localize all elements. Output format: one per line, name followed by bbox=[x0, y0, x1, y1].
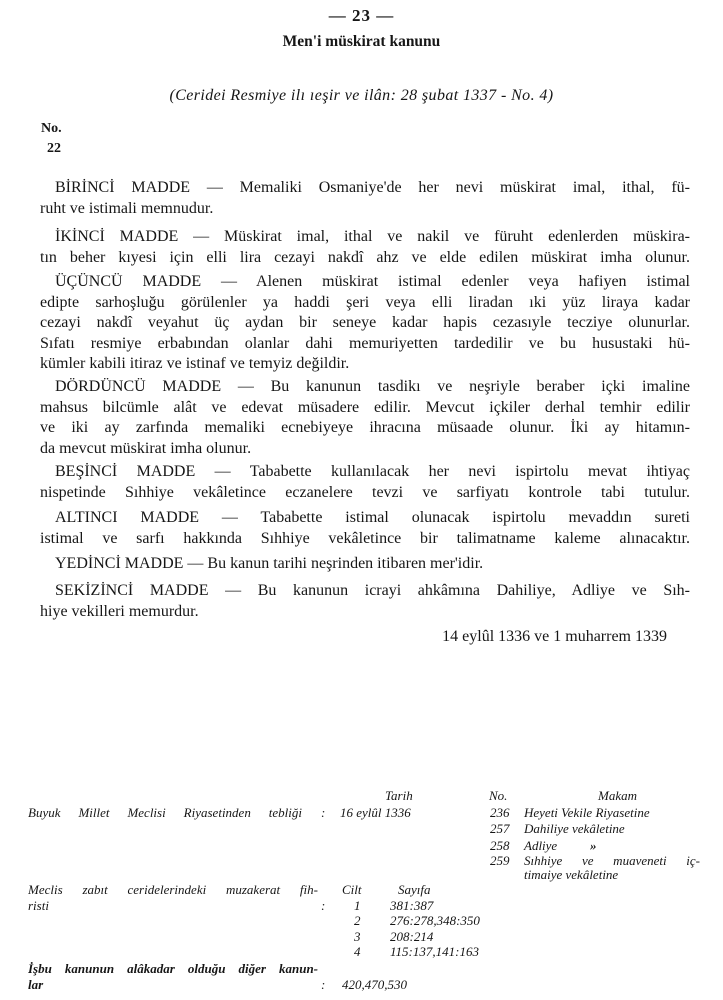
law-number-label: No. bbox=[41, 121, 62, 136]
minutes-label: Meclis zabıt ceridelerindeki muzakerat fih- bbox=[28, 882, 318, 897]
article-2 bbox=[40, 227, 690, 268]
law-title: Men'i müskirat kanunu bbox=[282, 33, 441, 50]
notification-number: 257 bbox=[490, 821, 510, 836]
related-laws-colon: : bbox=[321, 977, 326, 992]
notification-number: 259 bbox=[490, 853, 510, 868]
minutes-pages: 276:278,348:350 bbox=[390, 913, 480, 928]
article-line: cezayi nakdî veyahut üç aydan bir seneye kadar hapis cezasıyle tecziye olunurlar. bbox=[40, 314, 690, 331]
notification-office: Sıhhiye ve muaveneti iç- bbox=[524, 853, 700, 868]
header-number: No. bbox=[489, 788, 508, 803]
related-laws-label: İşbu kanunun alâkadar olduğu diğer kanun- bbox=[28, 961, 318, 976]
article-line: kümler kabili itiraz ve istinaf ve temyiz değildir. bbox=[40, 355, 350, 372]
notification-office: Adliye bbox=[524, 838, 558, 853]
minutes-pages: 115:137,141:163 bbox=[390, 944, 479, 959]
notification-number: 236 bbox=[490, 805, 510, 820]
minutes-volume: 4 bbox=[354, 944, 361, 959]
minutes-label: risti bbox=[28, 898, 49, 913]
article-line: edipte sarhoşluğu görülenler ya haddi şeri veya elli liradan ıki yüz liraya kadar bbox=[40, 293, 690, 311]
minutes-volume: 1 bbox=[354, 898, 361, 913]
header-date: Tarih bbox=[385, 788, 413, 803]
article-line: hiye vekilleri memurdur. bbox=[40, 602, 199, 620]
article-3 bbox=[40, 272, 690, 375]
header-office: Makam bbox=[598, 788, 637, 803]
article-line: nispetinde Sıhhiye vekâletince eczanelere tevzi ve sarfiyatı kontrole tabi tutulur. bbox=[40, 483, 690, 501]
article-line: istimal ve sarfı hakkında Sıhhiye vekâletince bir talimatname kaleme alınacaktır. bbox=[40, 529, 690, 547]
minutes-pages: 208:214 bbox=[390, 929, 434, 944]
enactment-date: 14 eylûl 1336 ve 1 muharrem 1339 bbox=[442, 628, 667, 645]
publication-note: (Ceridei Resmiye ilı ıeşir ve ilân: 28 şubat 1337 - No. 4) bbox=[169, 87, 554, 104]
page-number: — 23 — bbox=[328, 6, 395, 25]
article-line: BİRİNCİ MADDE — Memaliki Osmaniye'de her nevi müskirat imal, ithal, fü- bbox=[55, 179, 690, 196]
article-4 bbox=[40, 377, 690, 459]
article-line: ruht ve istimali memnudur. bbox=[40, 199, 214, 217]
related-laws-value: 420,470,530 bbox=[342, 977, 407, 992]
header-volume: Cilt bbox=[342, 882, 362, 897]
related-laws-label: lar bbox=[28, 977, 44, 992]
article-1 bbox=[40, 178, 690, 219]
notification-label: Buyuk Millet Meclisi Riyasetinden tebliği bbox=[28, 805, 302, 820]
notification-office: timaiye vekâletine bbox=[524, 867, 619, 882]
minutes-colon: : bbox=[321, 898, 326, 913]
ditto-mark: » bbox=[590, 838, 597, 853]
minutes-pages: 381:387 bbox=[390, 898, 434, 913]
article-6 bbox=[40, 508, 690, 549]
article-5 bbox=[40, 462, 690, 503]
article-line: mahsus bilcümle alât ve edevat müsadere edilir. Mevcut içkiler derhal temhir edilir bbox=[40, 398, 690, 416]
notification-date: 16 eylûl 1336 bbox=[340, 805, 411, 820]
notification-colon: : bbox=[321, 805, 326, 820]
notification-office: Dahiliye vekâletine bbox=[524, 821, 625, 836]
article-line: Sıfatı resmiye erbabından olanlar dahi memuriyetten tardedilir ve bu husustaki hü- bbox=[40, 334, 690, 352]
article-line: YEDİNCİ MADDE — Bu kanun tarihi neşrinden itibaren mer'idir. bbox=[55, 555, 484, 572]
article-line: SEKİZİNCİ MADDE — Bu kanunun icrayi ahkâmına Dahiliye, Adliye ve Sıh- bbox=[55, 582, 690, 599]
article-line: ÜÇÜNCÜ MADDE — Alenen müskirat istimal edenler veya hafiyen istimal bbox=[55, 273, 690, 290]
article-line: İKİNCİ MADDE — Müskirat imal, ithal ve nakil ve füruht edenlerden müskira- bbox=[55, 228, 690, 245]
article-line: BEŞİNCİ MADDE — Tababette kullanılacak her nevi ispirtolu mevat ihtiyaç bbox=[55, 463, 690, 480]
article-line: da mevcut müskirat imha olunur. bbox=[40, 439, 252, 457]
notification-number: 258 bbox=[490, 838, 510, 853]
header-page: Sayıfa bbox=[398, 882, 431, 897]
article-8 bbox=[40, 581, 690, 622]
law-number-value: 22 bbox=[47, 141, 61, 156]
article-line: ALTINCI MADDE — Tababette istimal olunacak ispirtolu mevaddın sureti bbox=[55, 509, 690, 526]
notification-office: Heyeti Vekile Riyasetine bbox=[524, 805, 650, 820]
article-line: DÖRDÜNCÜ MADDE — Bu kanunun tasdikı ve neşriyle beraber içki imaline bbox=[55, 378, 690, 395]
minutes-volume: 2 bbox=[354, 913, 361, 928]
article-line: ve iki ay zarfında memaliki ecnebiyeye ihracına müsaade olunur. İki ay hitamın- bbox=[40, 419, 690, 436]
minutes-volume: 3 bbox=[354, 929, 361, 944]
article-7 bbox=[40, 554, 690, 575]
article-line: tın beher kıyesi için elli lira cezayi nakdî ahz ve elde edilen müskirat imha olunur. bbox=[40, 248, 690, 266]
